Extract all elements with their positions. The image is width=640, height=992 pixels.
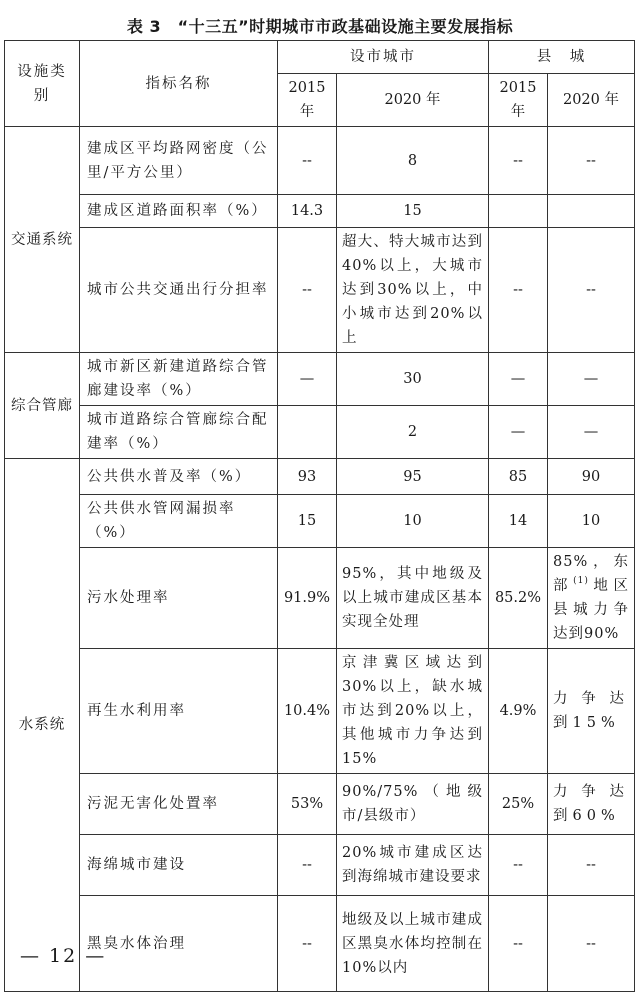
table-row [5,195,635,228]
indicator-name: 污水处理率 [80,548,278,649]
city-2015-value: — [278,353,337,406]
header-city-2020: 2020 年 [337,74,489,127]
county-2020-value [548,195,635,228]
indicator-name: 建成区平均路网密度（公里/平方公里） [80,127,278,195]
header-category: 设施类别 [5,41,80,127]
city-2015-value [278,406,337,459]
indicator-name: 黑臭水体治理 [80,896,278,992]
county-2015-value: -- [489,835,548,896]
indicator-name: 公共供水管网漏损率（%） [80,495,278,548]
city-2020-value: 8 [337,127,489,195]
city-2020-value: 95 [337,459,489,495]
table-title: 表 3 “十三五”时期城市市政基础设施主要发展指标 [126,17,514,36]
city-2020-value: 10 [337,495,489,548]
table-row [5,835,635,896]
county-2020-text-rest: 地区县城力争达到90% [553,578,630,642]
county-2020-value: -- [548,835,635,896]
city-2020-value: 2 [337,406,489,459]
header-county-group: 县 城 [489,41,635,74]
indicator-name: 建成区道路面积率（%） [80,195,278,228]
city-2020-value: 15 [337,195,489,228]
county-2020-value: -- [548,228,635,353]
table-row [5,228,635,353]
county-2015-value: 4.9% [489,649,548,774]
header-county-2015: 2015 年 [489,74,548,127]
county-2020-text: 85%，东部 [553,554,629,594]
city-2020-value: 京津冀区域达到30%以上，缺水城市达到20%以上，其他城市力争达到15% [337,649,489,774]
city-2015-value: 10.4% [278,649,337,774]
header-city-2015: 2015 年 [278,74,337,127]
city-2015-value: -- [278,127,337,195]
city-2020-value: 95%，其中地级及以上城市建成区基本实现全处理 [337,548,489,649]
header-row [5,41,635,74]
county-2015-value: 85.2% [489,548,548,649]
table-row [5,548,635,649]
footnote-marker: (1) [573,576,589,586]
table-row [5,459,635,495]
table-row [5,649,635,774]
county-2020-value: 力争达到15% [548,649,635,774]
city-2015-value: -- [278,835,337,896]
table-row [5,406,635,459]
city-2015-value: 15 [278,495,337,548]
city-2015-value: 91.9% [278,548,337,649]
category-water: 水系统 [5,459,80,992]
city-2020-value: 20%城市建成区达到海绵城市建设要求 [337,835,489,896]
county-2015-value: 85 [489,459,548,495]
city-2015-value: 93 [278,459,337,495]
county-2020-value [548,548,635,649]
page-number: — 12 — [20,945,107,967]
county-2020-value: 90 [548,459,635,495]
city-2015-value: 14.3 [278,195,337,228]
county-2015-value: -- [489,127,548,195]
county-2015-value: -- [489,228,548,353]
county-2020-value: 力争达到60% [548,774,635,835]
indicators-table [4,40,635,992]
table-row [5,495,635,548]
county-2015-value: -- [489,896,548,992]
indicator-name: 再生水利用率 [80,649,278,774]
category-utility-tunnel: 综合管廊 [5,353,80,459]
indicator-name: 污泥无害化处置率 [80,774,278,835]
county-2020-value: 10 [548,495,635,548]
header-city-group: 设市城市 [278,41,489,74]
city-2020-value: 30 [337,353,489,406]
indicator-name: 城市新区新建道路综合管廊建设率（%） [80,353,278,406]
city-2015-value: 53% [278,774,337,835]
table-row [5,774,635,835]
county-2015-value: — [489,406,548,459]
city-2020-value: 超大、特大城市达到40%以上，大城市达到30%以上，中小城市达到20%以上 [337,228,489,353]
indicator-name: 城市道路综合管廊综合配建率（%） [80,406,278,459]
category-transport: 交通系统 [5,127,80,353]
county-2020-value: -- [548,896,635,992]
county-2015-value: 14 [489,495,548,548]
indicator-name: 海绵城市建设 [80,835,278,896]
county-2020-value: — [548,353,635,406]
county-2015-value [489,195,548,228]
county-2020-value: — [548,406,635,459]
county-2015-value: — [489,353,548,406]
table-row [5,127,635,195]
table-row [5,353,635,406]
header-county-2020: 2020 年 [548,74,635,127]
city-2020-value: 地级及以上城市建成区黑臭水体均控制在10%以内 [337,896,489,992]
table-row [5,896,635,992]
county-2020-value: -- [548,127,635,195]
header-indicator: 指标名称 [80,41,278,127]
county-2015-value: 25% [489,774,548,835]
city-2015-value: -- [278,896,337,992]
city-2015-value: -- [278,228,337,353]
indicator-name: 公共供水普及率（%） [80,459,278,495]
city-2020-value: 90%/75%（地级市/县级市） [337,774,489,835]
indicator-name: 城市公共交通出行分担率 [80,228,278,353]
